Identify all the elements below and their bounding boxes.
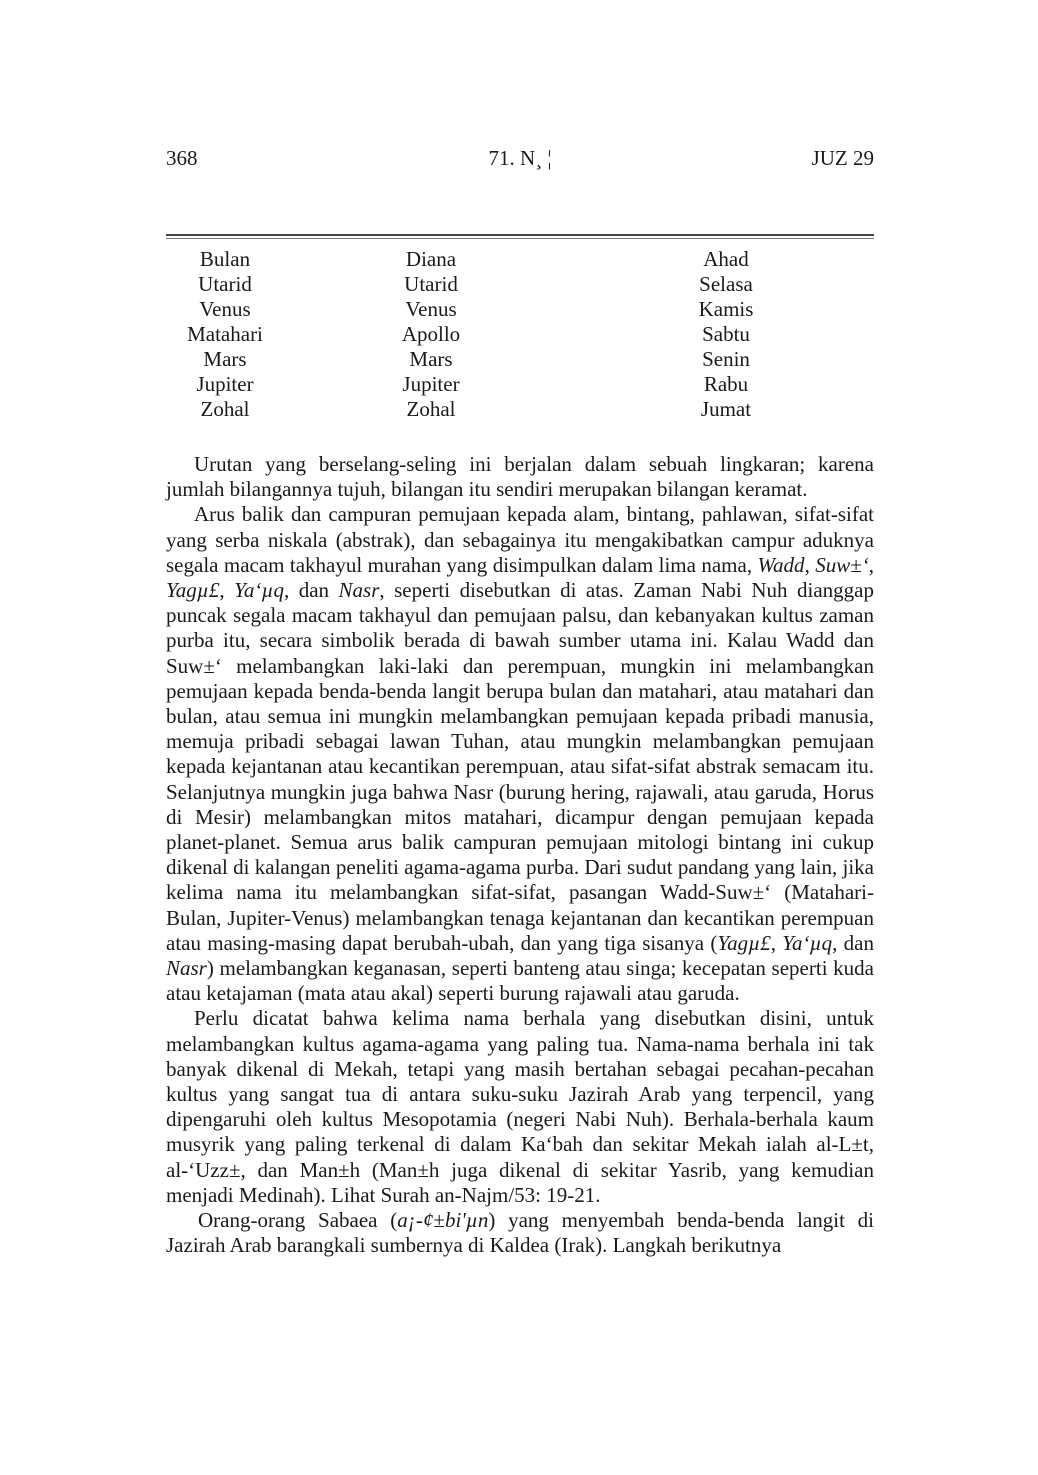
table-top-rule bbox=[166, 234, 874, 236]
table-cell: Senin bbox=[702, 347, 750, 371]
table-row bbox=[166, 322, 874, 347]
table-row bbox=[166, 297, 874, 322]
table-cell: Utarid bbox=[404, 272, 458, 296]
table-cell: Sabtu bbox=[702, 322, 750, 346]
idol-name: Yagµ£ bbox=[166, 578, 220, 603]
table-cell: Jumat bbox=[700, 397, 752, 421]
chapter-title: 71. N¸ ¦ bbox=[488, 146, 552, 170]
table-cell: Mars bbox=[409, 347, 453, 371]
separator: , bbox=[868, 552, 874, 577]
table-row bbox=[166, 397, 874, 422]
table-cell: Venus bbox=[199, 297, 251, 321]
paragraph-text: ) yang menyembah benda-benda langit di Jazirah Arab barangkali sumbernya di Kaldea (Irak). Langkah berikutnya bbox=[166, 1208, 874, 1258]
table-cell: Venus bbox=[405, 297, 457, 321]
idol-name: Ya‘µq, bbox=[782, 930, 838, 955]
table-cell: Diana bbox=[405, 247, 457, 271]
table-row bbox=[166, 372, 874, 397]
separator: dan bbox=[289, 578, 339, 603]
idol-name: Wadd bbox=[757, 552, 805, 577]
planet-correspondence-table bbox=[166, 247, 874, 422]
idol-name: Ya‘µq, bbox=[234, 578, 290, 603]
body-text bbox=[166, 452, 874, 1259]
table-top-rule-inner bbox=[166, 238, 874, 239]
table-cell: Ahad bbox=[703, 247, 749, 271]
table-cell: Bulan bbox=[199, 247, 251, 271]
separator: , bbox=[219, 578, 235, 603]
paragraph-text: Arus balik dan campuran pemujaan kepada alam, bintang, pahlawan, sifat-sifat yang serba niskala (abstrak), dan sebagainya itu mengakibatkan campur aduknya segala macam takhayul murahan yang disimpulkan dalam lima nama, bbox=[166, 502, 874, 577]
idol-name: Nasr bbox=[166, 956, 207, 981]
idol-name: Suw±‘ bbox=[815, 552, 869, 577]
paragraph-text: , seperti disebutkan di atas. Zaman Nabi Nuh dianggap puncak segala macam takhayul dan pemujaan palsu, dan kebanyakan kultus zaman purba itu, secara simbolik berada di bawah sumber utama ini. Kalau Wadd dan Suw±‘ melambangkan laki-laki dan perempuan, mungkin ini melambangkan pemujaan kepada benda-benda langit berupa bulan dan matahari, atau matahari dan bulan, atau semua ini mungkin melambangkan pemujaan kepada pribadi manusia, memuja pribadi sebagai lawan Tuhan, atau mungkin melambangkan pemujaan kepada kejantanan atau kecantikan perempuan, atau sifat-sifat abstrak semacam itu. Selanjutnya mungkin juga bahwa Nasr (burung hering, rajawali, atau garuda, Horus di Mesir) melambangkan mitos matahari, dicampur dengan pemujaan kepada planet-planet. Semua arus balik campuran pemujaan mitologi bintang ini cukup dikenal di kalangan peneliti agama-agama purba. Dari sudut pandang yang lain, jika kelima nama itu melambangkan sifat-sifat, pasangan Wadd-Suw±‘ (Matahari-Bulan, Jupiter-Venus) melambangkan tenaga kejantanan dan kecantikan perempuan atau masing-masing dapat berubah-ubah, dan yang tiga sisanya ( bbox=[166, 578, 875, 955]
table-cell: Rabu bbox=[703, 372, 749, 396]
table-row bbox=[166, 247, 874, 272]
table-cell: Mars bbox=[203, 347, 247, 371]
table-cell: Apollo bbox=[401, 322, 461, 346]
table-cell: Utarid bbox=[198, 272, 252, 296]
page-number: 368 bbox=[166, 146, 198, 170]
table-cell: Jupiter bbox=[402, 372, 460, 396]
table-row bbox=[166, 272, 874, 297]
paragraph-idols-mecca bbox=[166, 1006, 874, 1208]
paragraph-text: ) melambangkan keganasan, seperti banteng atau singa; kecepatan seperti kuda atau ketajaman (mata atau akal) seperti burung rajawali atau garuda. bbox=[166, 956, 874, 1006]
idol-name: Nasr bbox=[338, 578, 380, 603]
paragraph-text: Perlu dicatat bahwa kelima nama berhala yang disebutkan disini, untuk melambangkan kultus agama-agama yang paling tua. Nama-nama berhala ini tak banyak dikenal di Mekah, tetapi yang masih bertahan sebagai pecahan-pecahan kultus yang sangat tua di antara suku-suku Jazirah Arab yang terpencil, yang dipengaruhi oleh kultus Mesopotamia (negeri Nabi Nuh). Berhala-berhala kaum musyrik yang paling terkenal di dalam Ka‘bah dan sekitar Mekah ialah al-L±t, al-‘Uzz±, dan Man±h (Man±h juga dikenal di sekitar Yasrib, yang kemudian menjadi Medinah). Lihat Surah an-Najm/53: 19-21. bbox=[166, 1006, 874, 1207]
page-header bbox=[166, 146, 874, 174]
paragraph-five-names bbox=[166, 502, 874, 1006]
juz-label: JUZ 29 bbox=[811, 146, 874, 170]
table-cell: Zohal bbox=[200, 397, 250, 421]
paragraph-seven-cycle bbox=[166, 452, 874, 502]
separator: , bbox=[770, 930, 783, 955]
table-cell: Jupiter bbox=[196, 372, 254, 396]
arabic-term: a¡-¢±bi'µn bbox=[397, 1208, 489, 1233]
paragraph-text: Orang-orang Sabaea ( bbox=[198, 1208, 398, 1233]
table-row bbox=[166, 347, 874, 372]
table-cell: Matahari bbox=[187, 322, 263, 346]
paragraph-text: Urutan yang berselang-seling ini berjalan dalam sebuah lingkaran; karena jumlah bilangannya tujuh, bilangan itu sendiri merupakan bilangan keramat. bbox=[166, 452, 874, 502]
table-cell: Selasa bbox=[699, 272, 753, 296]
idol-name: Yagµ£ bbox=[717, 930, 771, 955]
separator: , bbox=[804, 552, 816, 577]
table-cell: Zohal bbox=[406, 397, 456, 421]
paragraph-sabaea bbox=[166, 1208, 874, 1258]
separator: dan bbox=[837, 930, 874, 955]
table-cell: Kamis bbox=[698, 297, 754, 321]
